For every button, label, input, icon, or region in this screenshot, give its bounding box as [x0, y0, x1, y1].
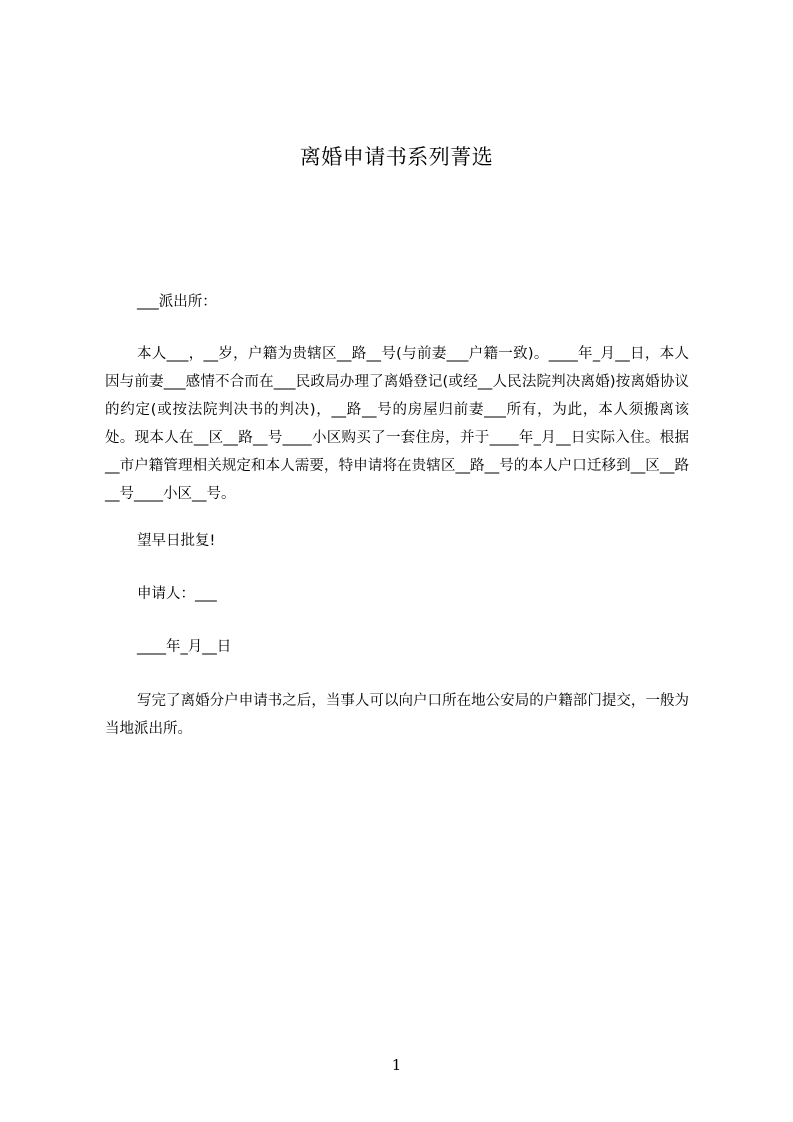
document-title: 离婚申请书系列菁选 — [299, 145, 494, 169]
page-number: 1 — [391, 1056, 402, 1074]
application-body: 本人___，__岁，户籍为贵辖区__路__号(与前妻___户籍一致)。____年_月__日，本人因与前妻___感情不合而在___民政局办理了离婚登记(或经__人民法院判决离婚)按离婚协议的约定(或按法院判决书的判决)，__路__号的房屋归前妻___所有，为此，本人须搬离该处。现本人在__区__路__号____小区购买了一套住房，并于____年_月__日实际入住。根据__市户籍管理相关规定和本人需要，特申请将在贵辖区__路__号的本人户口迁移到__区__路__号____小区__号。 — [105, 346, 689, 502]
applicant-line: 申请人：___ — [137, 586, 217, 602]
addressee-line: ___派出所： — [137, 294, 217, 310]
request-line: 望早日批复! — [137, 533, 216, 549]
closing-note: 写完了离婚分户申请书之后，当事人可以向户口所在地公安局的户籍部门提交，一般为当地派出所。 — [105, 693, 689, 737]
date-line: ____年_月__日 — [137, 639, 232, 655]
